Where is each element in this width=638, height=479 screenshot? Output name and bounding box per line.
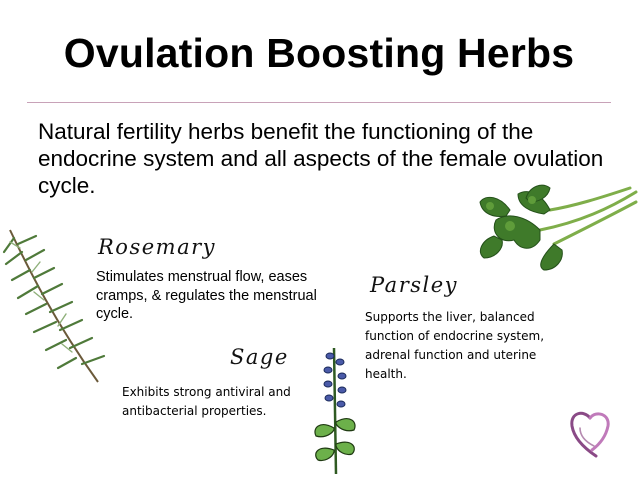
intro-text: Natural fertility herbs benefit the functioning of the endocrine system and all aspects of the female ovulation cycle.: [38, 119, 604, 198]
parsley-description: Supports the liver, balanced function of endocrine system, adrenal function and uterine health.: [365, 310, 545, 381]
sage-image: [310, 344, 360, 478]
title-divider: [27, 102, 611, 103]
sage-heading: Sage: [230, 345, 289, 369]
slide-title: Ovulation Boosting Herbs: [63, 30, 575, 76]
parsley-heading: Parsley: [370, 273, 459, 297]
heart-logo-icon: [566, 408, 614, 460]
sage-description: Exhibits strong antiviral and antibacterial properties.: [122, 385, 291, 418]
rosemary-heading: Rosemary: [98, 235, 216, 259]
rosemary-description: Stimulates menstrual flow, eases cramps, & regulates the menstrual cycle.: [96, 269, 317, 322]
parsley-image: [470, 180, 638, 272]
